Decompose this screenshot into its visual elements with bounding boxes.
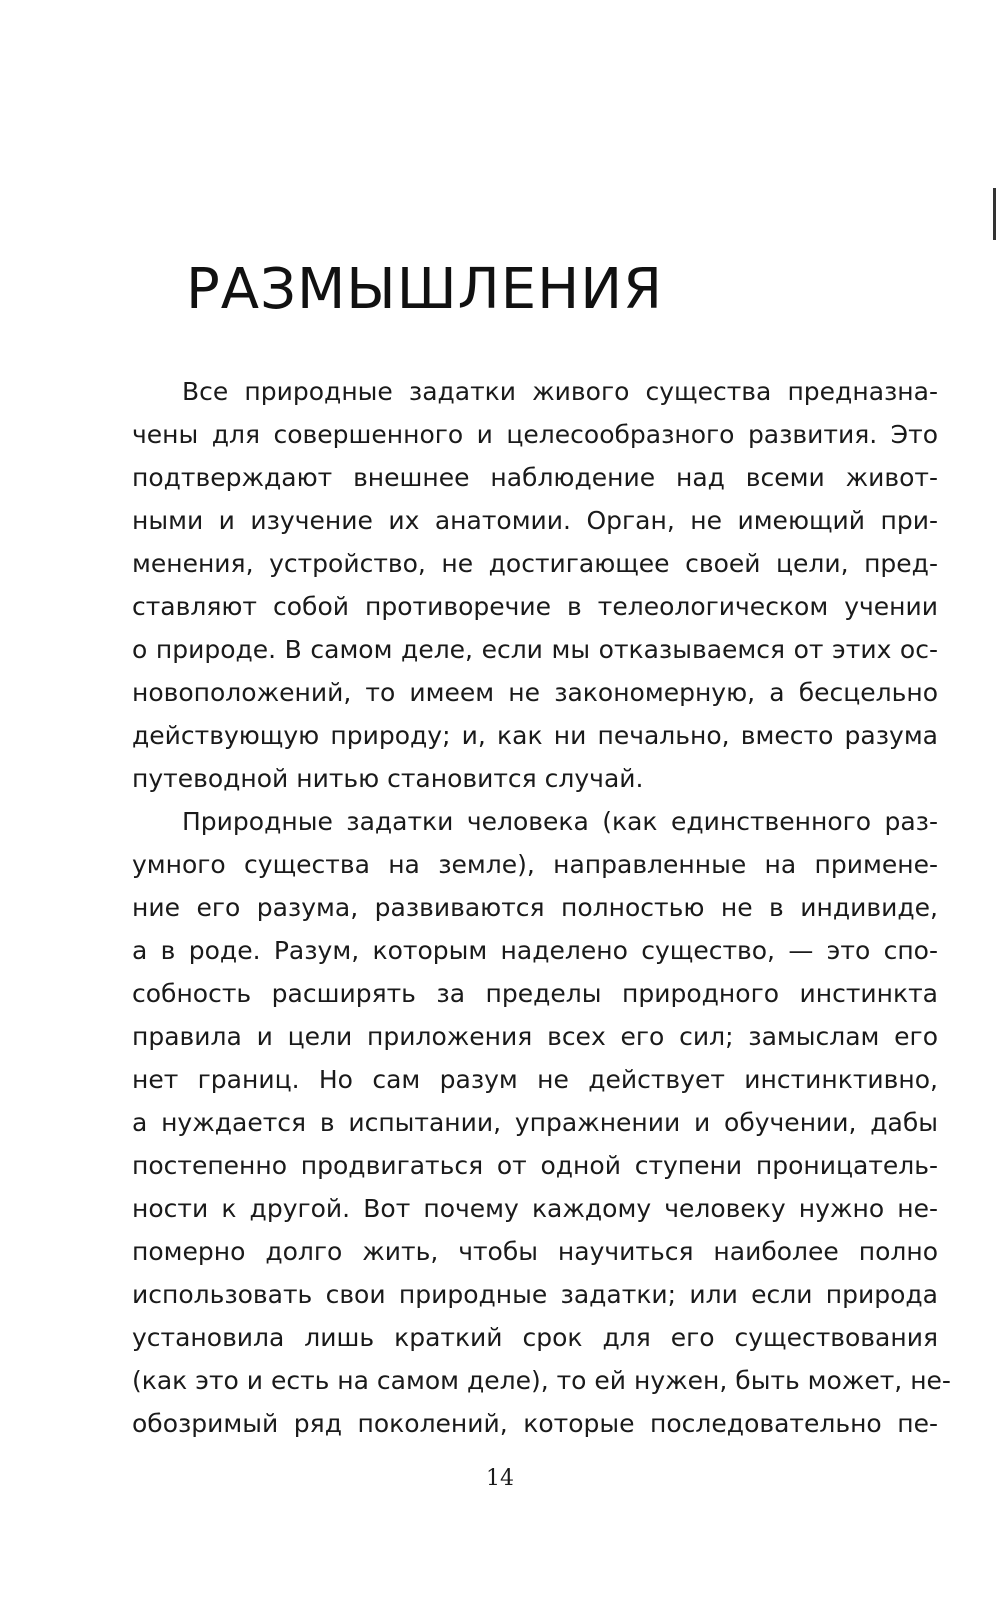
text-line: собность расширять за пределы природного инстинкта [132, 979, 938, 1008]
text-line: обозримый ряд поколений, которые последовательно пе- [132, 1409, 938, 1438]
text-line: действующую природу; и, как ни печально, вместо разума [132, 721, 938, 750]
text-line: о природе. В самом деле, если мы отказываемся от этих ос- [132, 635, 938, 664]
text-line: правила и цели приложения всех его сил; замыслам его [132, 1022, 938, 1051]
text-line: нет границ. Но сам разум не действует инстинктивно, [132, 1065, 938, 1094]
text-line: померно долго жить, чтобы научиться наиболее полно [132, 1237, 938, 1266]
text-line: (как это и есть на самом деле), то ей нужен, быть может, не- [132, 1366, 951, 1395]
text-line: ными и изучение их анатомии. Орган, не имеющий при- [132, 506, 938, 535]
text-line: путеводной нитью становится случай. [132, 764, 644, 793]
text-line: Природные задатки человека (как единственного раз- [182, 807, 938, 836]
text-line: ставляют собой противоречие в телеологическом учении [132, 592, 938, 621]
page-edge-mark [993, 188, 996, 240]
text-line: менения, устройство, не достигающее своей цели, пред- [132, 549, 938, 578]
text-line: Все природные задатки живого существа предназна- [182, 377, 938, 406]
text-line: установила лишь краткий срок для его существования [132, 1323, 938, 1352]
paragraph-1 [132, 370, 938, 800]
text-line: чены для совершенного и целесообразного развития. Это [132, 420, 938, 449]
paragraph-2 [132, 800, 951, 1445]
text-line: новоположений, то имеем не закономерную, а бесцельно [132, 678, 938, 707]
text-line: постепенно продвигаться от одной ступени проницатель- [132, 1151, 938, 1180]
page-number: 14 [486, 1466, 514, 1491]
text-line: использовать свои природные задатки; или если природа [132, 1280, 938, 1309]
text-line: ние его разума, развиваются полностью не в индивиде, [132, 893, 938, 922]
text-line: подтверждают внешнее наблюдение над всеми живот- [132, 463, 938, 492]
body-text [132, 370, 951, 1445]
text-line: ности к другой. Вот почему каждому человеку нужно не- [132, 1194, 938, 1223]
text-line: а в роде. Разум, которым наделено существо, — это спо- [132, 936, 938, 965]
chapter-title: РАЗМЫШЛЕНИЯ [186, 257, 663, 322]
text-line: умного существа на земле), направленные на примене- [132, 850, 938, 879]
text-line: а нуждается в испытании, упражнении и обучении, дабы [132, 1108, 938, 1137]
